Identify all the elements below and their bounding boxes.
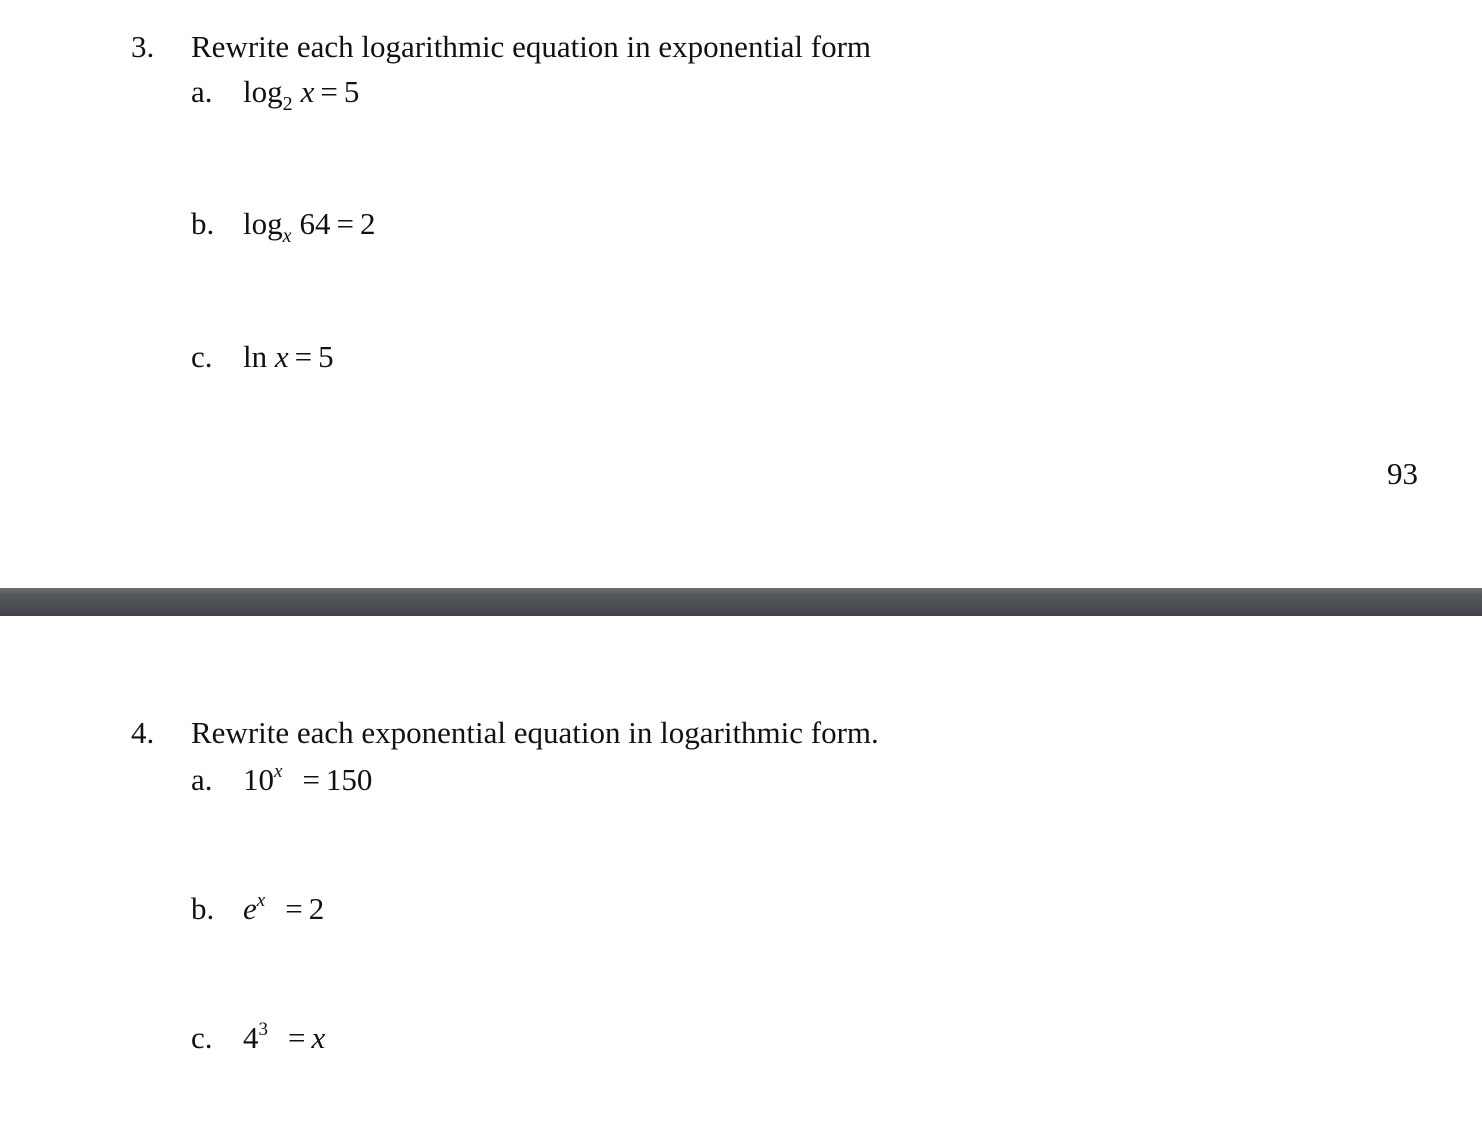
right-hand-side: 150 — [325, 762, 373, 797]
equals-sign: = — [294, 339, 313, 374]
ln-argument: x — [274, 339, 289, 374]
equals-sign: = — [285, 891, 303, 926]
log-argument: 64 — [299, 206, 331, 241]
exp-base: 4 — [243, 1020, 259, 1055]
equals-sign: = — [302, 762, 320, 797]
question-3c-label: c. — [191, 339, 213, 374]
log-argument: x — [300, 74, 315, 109]
log-function: log — [243, 206, 283, 241]
question-4b-equation — [243, 890, 325, 926]
question-4c-equation — [243, 1019, 326, 1055]
equals-sign: = — [320, 74, 338, 109]
exp-exponent: x — [274, 761, 283, 782]
question-3-prompt: Rewrite each logarithmic equation in exponential form — [191, 29, 872, 64]
question-4-prompt: Rewrite each exponential equation in logarithmic form. — [191, 715, 879, 750]
worksheet-page-bottom — [0, 616, 1482, 1136]
log-base: x — [282, 225, 292, 247]
question-3c-equation — [243, 341, 334, 372]
right-hand-side: x — [311, 1020, 326, 1055]
exp-exponent: 3 — [258, 1019, 268, 1040]
question-4b-label: b. — [191, 891, 215, 926]
log-function: log — [243, 74, 283, 109]
exp-base: 10 — [243, 762, 274, 797]
question-3a-equation — [243, 74, 360, 115]
right-hand-side: 5 — [343, 74, 360, 109]
right-hand-side: 2 — [308, 891, 325, 926]
page-number: 93 — [1387, 456, 1418, 491]
question-4a-label: a. — [191, 762, 213, 797]
question-3b-label: b. — [191, 206, 215, 241]
right-hand-side: 5 — [318, 339, 334, 374]
equals-sign: = — [336, 206, 354, 241]
question-3a-label: a. — [191, 74, 213, 109]
exp-exponent: x — [256, 890, 266, 911]
question-4c-label: c. — [191, 1020, 213, 1055]
log-base: 2 — [282, 93, 293, 115]
question-4a-equation — [243, 761, 373, 797]
question-3b-equation — [243, 206, 376, 247]
page-separator-bar — [0, 588, 1482, 616]
right-hand-side: 2 — [360, 206, 376, 241]
ln-function: ln — [243, 339, 268, 374]
question-4-number: 4. — [131, 715, 155, 750]
equals-sign: = — [288, 1020, 306, 1055]
question-3-number: 3. — [131, 29, 155, 64]
exp-base: e — [243, 891, 257, 926]
